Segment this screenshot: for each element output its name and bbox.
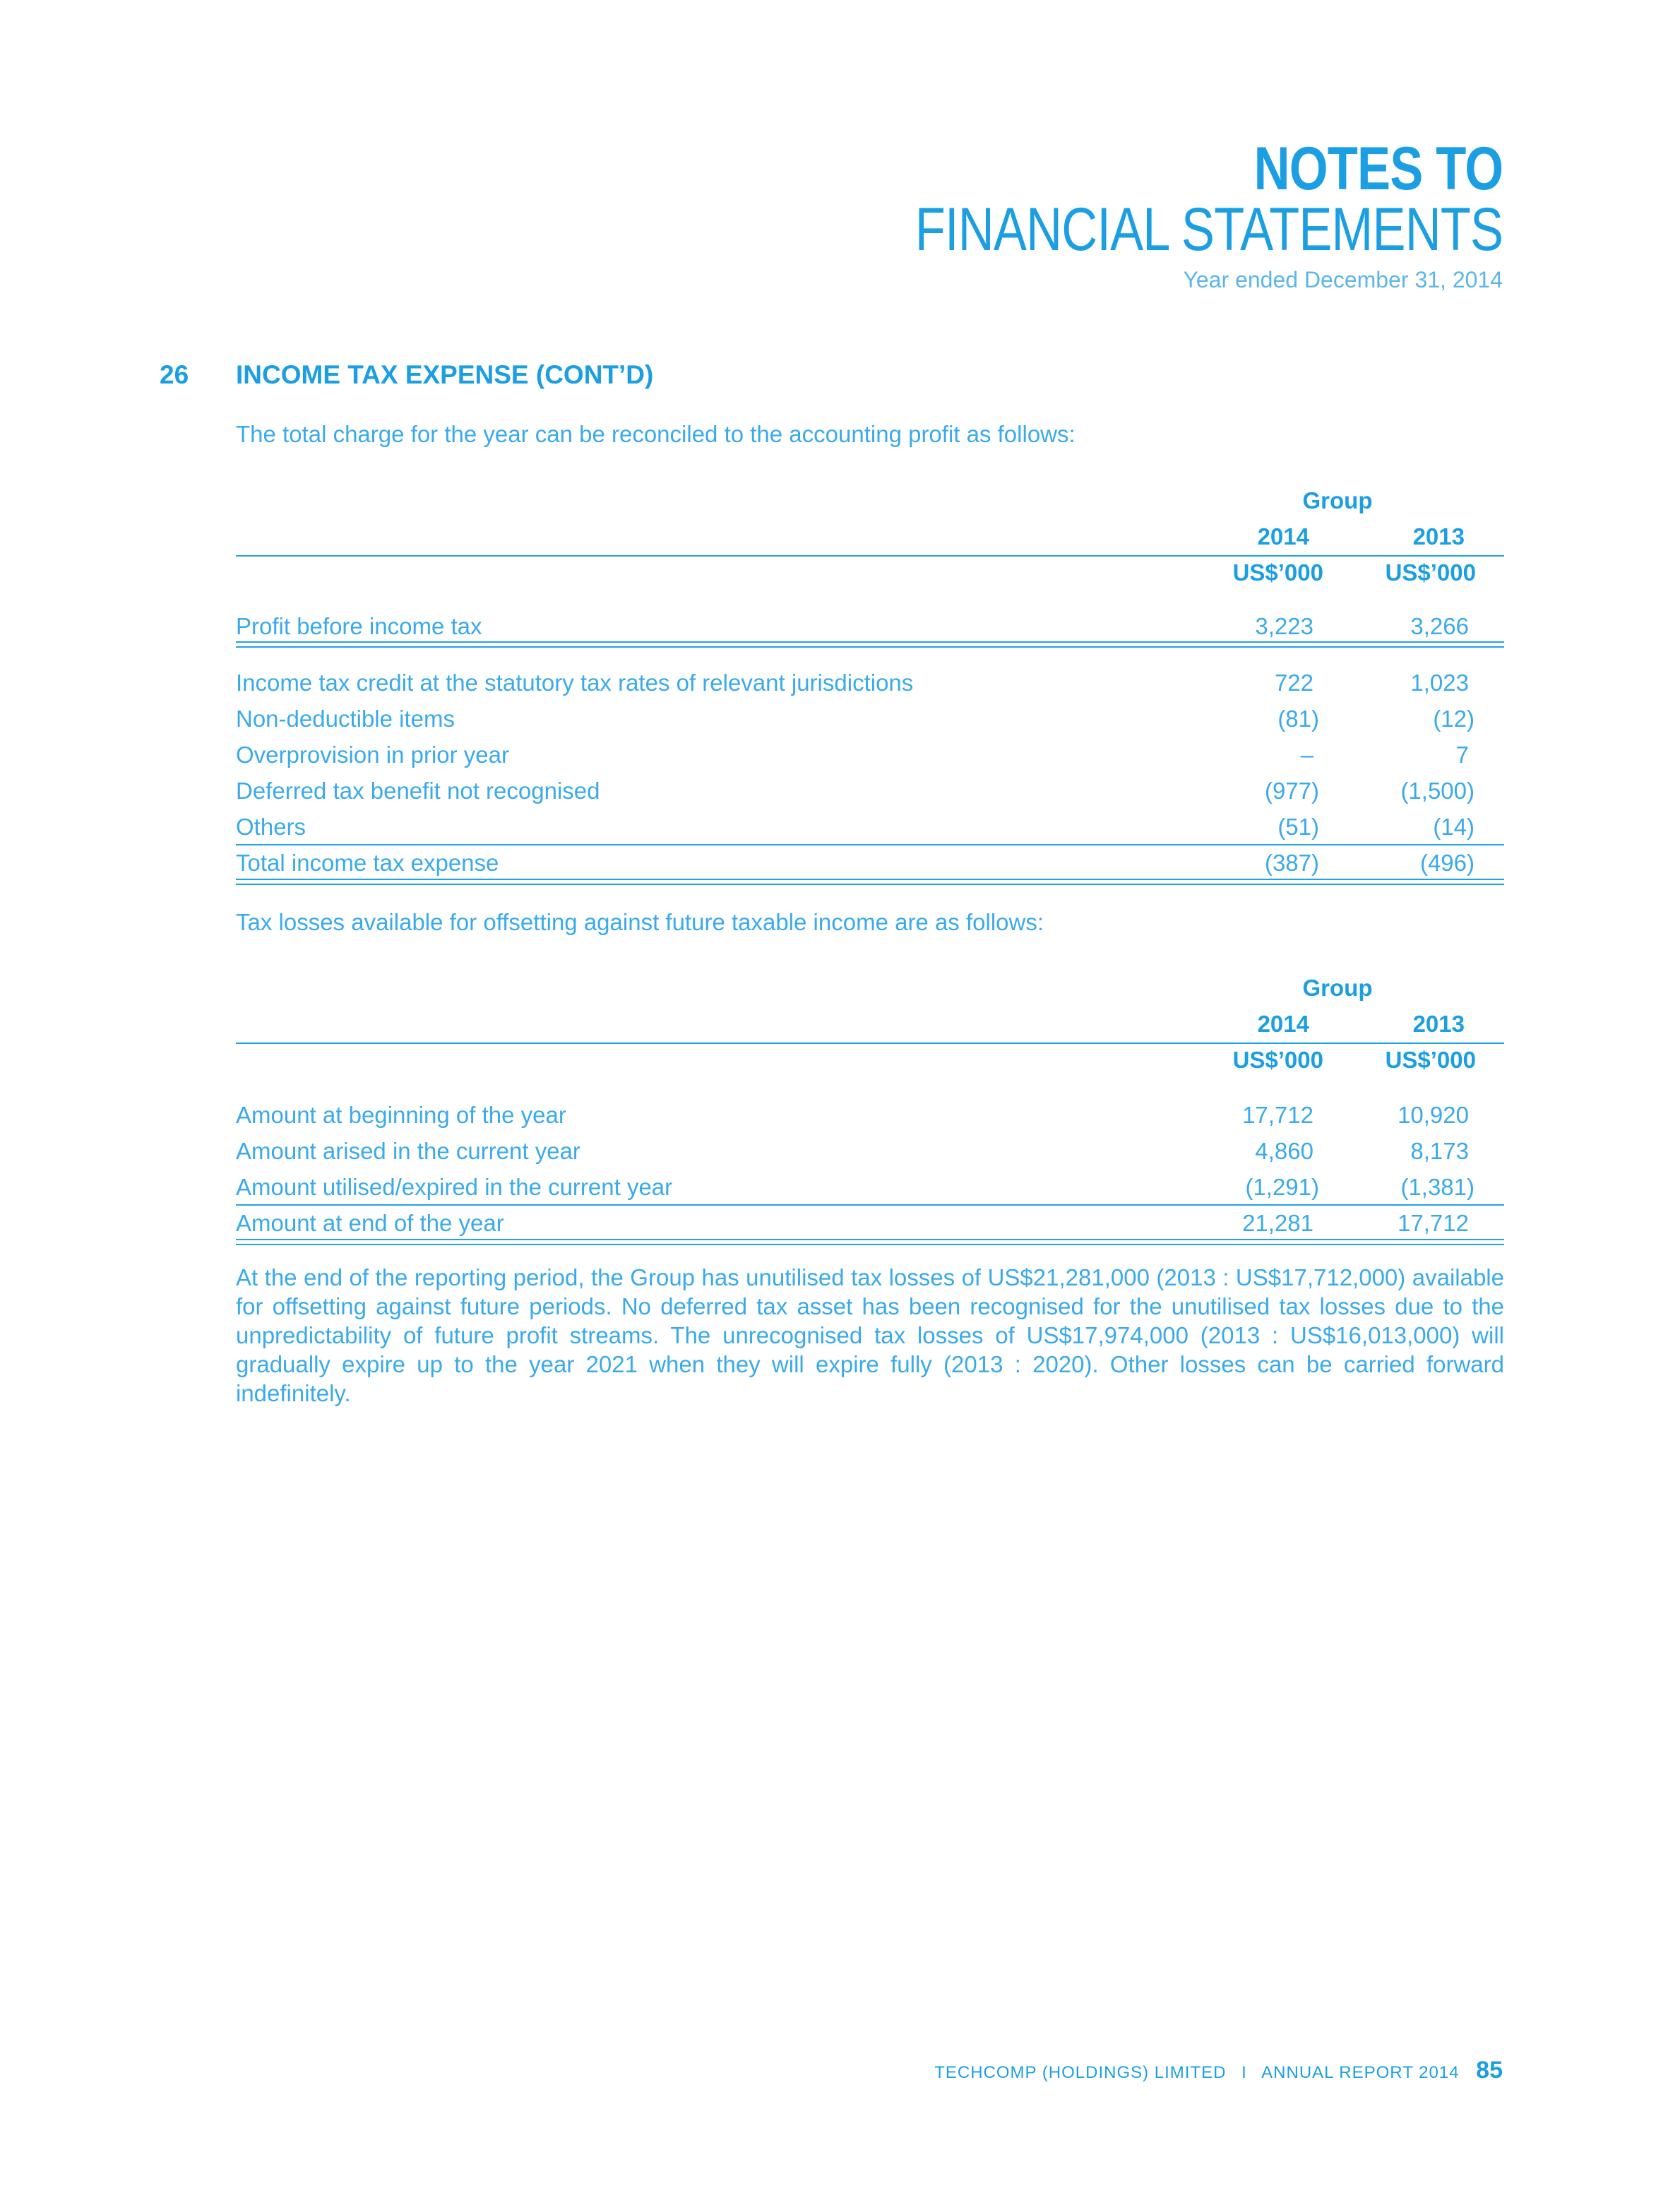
col-year-2013: 2013 — [1412, 1011, 1465, 1037]
col-unit-2014: US$’000 — [1232, 1047, 1323, 1073]
row-label: Total income tax expense — [236, 850, 499, 876]
group-label: Group — [1302, 975, 1373, 1001]
table-row — [236, 778, 1504, 813]
col-unit-2013: US$’000 — [1385, 1047, 1476, 1073]
page-footer — [934, 2057, 1503, 2084]
value-2014: (51) — [1277, 814, 1319, 840]
col-year-2014: 2014 — [1257, 1011, 1309, 1037]
tax-losses-intro: Tax losses available for offsetting against future taxable income are as follows: — [236, 909, 1044, 935]
double-rule — [236, 1239, 1504, 1245]
value-2013: (496) — [1419, 850, 1475, 876]
value-2014: 21,281 — [1242, 1210, 1313, 1236]
footer-report: ANNUAL REPORT 2014 — [1261, 2063, 1460, 2082]
value-2013: 10,920 — [1398, 1102, 1469, 1128]
value-2013: 3,266 — [1410, 613, 1469, 639]
row-label: Income tax credit at the statutory tax rates of relevant jurisdictions — [236, 670, 914, 696]
col-unit-2013: US$’000 — [1385, 559, 1476, 586]
row-label: Others — [236, 814, 306, 840]
value-2013: 1,023 — [1410, 670, 1469, 696]
value-2014: 722 — [1274, 670, 1313, 696]
value-2014: 3,223 — [1255, 613, 1313, 639]
value-2013: (14) — [1433, 814, 1475, 840]
double-rule — [236, 879, 1504, 885]
table-row — [236, 742, 1504, 777]
value-2013: 17,712 — [1398, 1210, 1469, 1236]
value-2014: (1,291) — [1245, 1174, 1319, 1200]
header-title-line1: NOTES TO — [1253, 135, 1503, 203]
header-rule — [236, 1042, 1504, 1044]
subtotal-rule — [236, 844, 1504, 845]
value-2013: (1,381) — [1400, 1174, 1475, 1200]
group-label: Group — [1302, 487, 1373, 513]
row-label: Amount utilised/expired in the current year — [236, 1174, 673, 1200]
double-rule — [236, 641, 1504, 648]
value-2014: 4,860 — [1255, 1138, 1313, 1164]
row-label: Non-deductible items — [236, 706, 455, 732]
value-2013: 8,173 — [1410, 1138, 1469, 1164]
value-2013: (12) — [1433, 706, 1475, 732]
footer-separator: I — [1241, 2063, 1247, 2082]
row-label: Profit before income tax — [236, 613, 482, 639]
row-label: Amount arised in the current year — [236, 1138, 580, 1164]
section-number: 26 — [160, 360, 189, 389]
table-row — [236, 1102, 1504, 1137]
header-rule — [236, 555, 1504, 557]
footer-company: TECHCOMP (HOLDINGS) LIMITED — [934, 2063, 1227, 2082]
section-title: INCOME TAX EXPENSE (CONT’D) — [236, 360, 654, 389]
table-row — [236, 670, 1504, 705]
col-year-2013: 2013 — [1412, 523, 1465, 550]
page-number: 85 — [1476, 2057, 1503, 2084]
table-row — [236, 1138, 1504, 1173]
page-header — [786, 135, 1503, 293]
reconciliation-table — [236, 487, 1504, 883]
row-label: Amount at beginning of the year — [236, 1102, 566, 1128]
value-2013: (1,500) — [1400, 778, 1475, 804]
subtotal-rule — [236, 1204, 1504, 1206]
header-subtitle: Year ended December 31, 2014 — [1183, 267, 1503, 292]
value-2014: 17,712 — [1242, 1102, 1313, 1128]
value-2014: (387) — [1264, 850, 1319, 876]
explanatory-paragraph: At the end of the reporting period, the Group has unutilised tax losses of US$21,281,000 (2013 : US$17,712,000) available for offsetting against future periods. No deferred tax asset has been recognised for the unutilised tax losses due to the unpredictability of future profit streams. The unrecognised tax losses of US$17,974,000 (2013 : US$16,013,000) will gradually expire up to the year 2021 when they will expire fully (2013 : 2020). Other losses can be carried forward indefinitely. — [236, 1264, 1504, 1406]
value-2014: (977) — [1264, 778, 1319, 804]
value-2014: – — [1300, 742, 1313, 768]
col-unit-2014: US$’000 — [1232, 559, 1323, 586]
col-year-2014: 2014 — [1257, 523, 1309, 550]
row-label: Deferred tax benefit not recognised — [236, 778, 600, 804]
header-title-line2: FINANCIAL STATEMENTS — [915, 196, 1503, 263]
row-label: Overprovision in prior year — [236, 742, 509, 768]
reconciliation-intro: The total charge for the year can be reconciled to the accounting profit as follows: — [236, 421, 1076, 447]
value-2014: (81) — [1277, 706, 1319, 732]
value-2013: 7 — [1455, 742, 1469, 768]
table-row — [236, 706, 1504, 741]
tax-losses-table — [236, 975, 1504, 1243]
row-label: Amount at end of the year — [236, 1210, 504, 1236]
